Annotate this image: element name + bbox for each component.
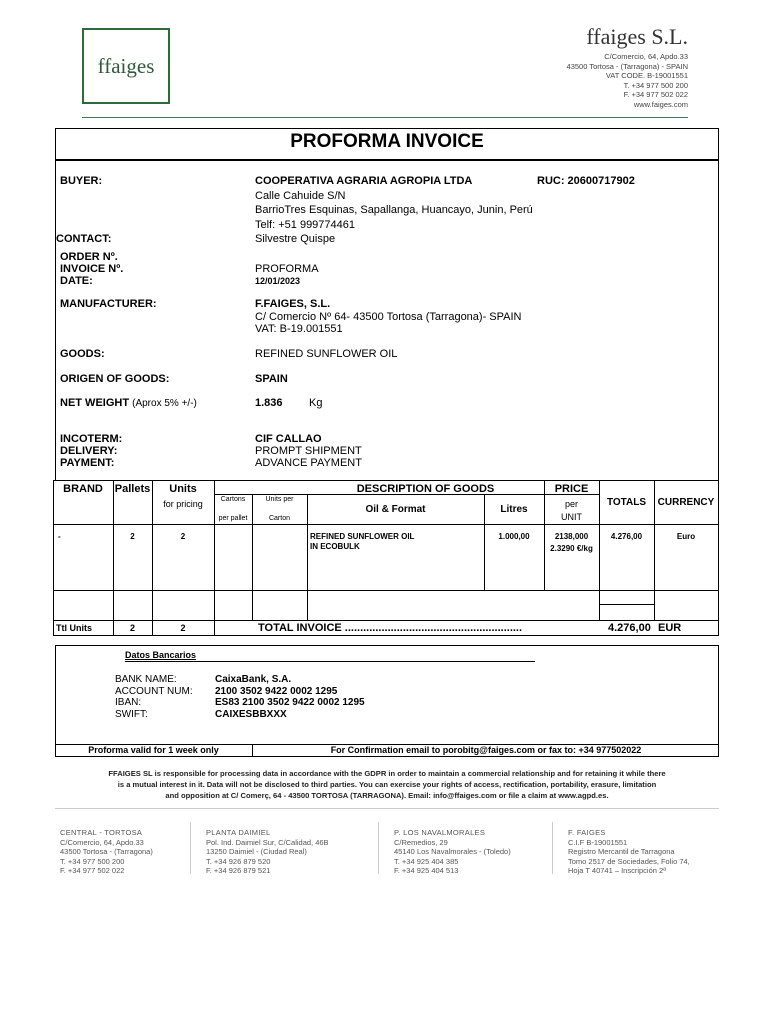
total-units-label: Ttl Units <box>56 623 92 633</box>
total-invoice-currency: EUR <box>658 622 682 634</box>
header-litres: Litres <box>500 504 528 515</box>
net-weight-note: (Aprox 5% +/-) <box>132 398 197 409</box>
footer-line: Pol. Ind. Daimiel Sur, C/Calidad, 46B <box>206 837 329 847</box>
footer-line: T. +34 925 404 385 <box>394 856 459 866</box>
footer-separator <box>552 822 553 874</box>
footer-registry <box>568 828 690 876</box>
header-oil-format: Oil & Format <box>365 504 426 515</box>
footer-line: T. +34 977 500 200 <box>60 856 125 866</box>
buyer-ruc: RUC: 20600717902 <box>537 175 635 187</box>
header-totals: TOTALS <box>606 497 647 508</box>
footer-divider <box>55 808 719 809</box>
account-label: ACCOUNT NUM: <box>115 686 193 697</box>
header-units-per: Units per <box>265 496 294 503</box>
origin-value: SPAIN <box>255 373 288 385</box>
footer-separator <box>378 822 379 874</box>
address-line: 43500 Tortosa - (Tarragona) - SPAIN <box>566 61 688 71</box>
header-price-per: per <box>564 499 578 509</box>
row-brand: - <box>58 532 61 541</box>
address-line: www.faiges.com <box>633 99 688 109</box>
footer-title: CENTRAL - TORTOSA <box>60 828 143 837</box>
header-brand: BRAND <box>63 483 103 495</box>
footer-line: Hoja T 40741 – Inscripción 2ª <box>568 866 666 875</box>
footer-navalmorales <box>394 828 511 876</box>
confirmation-note: For Confirmation email to porobitg@faiges.com or fax to: +34 977502022 <box>330 745 642 755</box>
swift-value: CAIXESBBXXX <box>215 709 287 720</box>
net-weight-unit: Kg <box>309 397 323 409</box>
footer-separator <box>190 822 191 874</box>
buyer-label: BUYER: <box>60 175 103 187</box>
header-cartons-per-pallet: per pallet <box>218 515 248 522</box>
origin-label: ORIGEN OF GOODS: <box>60 373 170 385</box>
header-units-for-pricing: for pricing <box>163 499 203 509</box>
net-weight-row <box>60 396 197 411</box>
table-line <box>113 480 114 636</box>
table-line <box>718 480 719 636</box>
validity-note: Proforma valid for 1 week only <box>88 745 219 755</box>
buyer-address-1: Calle Cahuide S/N <box>255 190 346 202</box>
net-weight-label: NET WEIGHT <box>60 397 130 409</box>
buyer-address-2: BarrioTres Esquinas, Sapallanga, Huancayo, Junin, Perú <box>255 204 533 216</box>
gdpr-notice <box>60 768 714 801</box>
footer-line: F. +34 926 879 521 <box>206 866 271 875</box>
row-description-2: IN ECOBULK <box>310 542 360 551</box>
row-litres: 1.000,00 <box>498 532 530 541</box>
order-label: ORDER Nº. <box>60 251 118 263</box>
footer-line: Registro Mercantil de Tarragona <box>568 847 675 856</box>
invoice-label: INVOICE Nº. <box>60 263 124 275</box>
footer-line: 43500 Tortosa - (Tarragona) <box>60 847 153 856</box>
gdpr-line: and opposition at C/ Comerç, 64 - 43500 TORTOSA (TARRAGONA). Email: info@ffaiges.com or file a claim at www.agpd.es. <box>165 791 609 800</box>
table-line <box>599 604 654 605</box>
address-line: VAT CODE. B-19001551 <box>605 71 688 80</box>
footer-line: F. +34 977 502 022 <box>60 866 125 875</box>
row-units: 2 <box>180 532 186 541</box>
manufacturer-label: MANUFACTURER: <box>60 298 157 310</box>
gdpr-line: is a mutual interest in it. Data will not be disclosed to third parties. You can exercise your rights of access, rectification, portability, erasure, limitation <box>117 780 657 789</box>
row-description-1: REFINED SUNFLOWER OIL <box>310 532 415 541</box>
header-pallets: Pallets <box>114 483 151 495</box>
footer-title: F. FAIGES <box>568 828 606 837</box>
header-currency: CURRENCY <box>657 497 715 508</box>
row-pallets: 2 <box>130 532 135 541</box>
buyer-name: COOPERATIVA AGRARIA AGROPIA LTDA <box>255 175 473 187</box>
brand-name: ffaiges S.L. <box>586 24 688 49</box>
date-label: DATE: <box>60 275 93 287</box>
table-line <box>252 494 253 620</box>
header-description: DESCRIPTION OF GOODS <box>356 483 495 495</box>
table-line <box>214 480 215 636</box>
document-title: PROFORMA INVOICE <box>290 131 484 152</box>
invoice-value: PROFORMA <box>255 263 319 275</box>
header-price: PRICE <box>554 483 589 495</box>
footer-line: 45140 Los Navalmorales - (Toledo) <box>394 847 511 856</box>
footer-title: P. LOS NAVALMORALES <box>394 828 486 837</box>
footer-line: Tomo 2517 de Sociedades, Folio 74, <box>568 856 690 866</box>
table-line <box>53 480 54 636</box>
total-invoice-value: 4.276,00 <box>608 622 651 634</box>
incoterm-label: INCOTERM: <box>60 433 123 445</box>
footer-line: C.I.F B-19001551 <box>568 837 628 847</box>
total-invoice-label: TOTAL INVOICE .......................................................... <box>258 622 523 634</box>
company-logo <box>82 28 170 104</box>
footer-line: 13250 Daimiel - (Ciudad Real) <box>206 847 307 856</box>
delivery-value: PROMPT SHIPMENT <box>255 445 362 457</box>
incoterm-value: CIF CALLAO <box>255 433 322 445</box>
footer-line: T. +34 926 879 520 <box>206 856 271 866</box>
footer-line: F. +34 925 404 513 <box>394 866 459 875</box>
header-price-unit: UNIT <box>561 512 582 522</box>
iban-label: IBAN: <box>115 697 142 708</box>
date-value: 12/01/2023 <box>255 276 301 286</box>
contact-value: Silvestre Quispe <box>255 233 336 245</box>
manufacturer-vat: VAT: B-19.001551 <box>255 323 343 335</box>
goods-table <box>53 480 719 636</box>
bank-title-underline <box>125 661 535 662</box>
row-total: 4.276,00 <box>610 532 643 541</box>
iban-value: ES83 2100 3502 9422 0002 1295 <box>215 697 365 708</box>
bank-name-label: BANK NAME: <box>115 674 177 685</box>
header-cartons: Cartons <box>220 496 246 503</box>
manufacturer-address: C/ Comercio Nº 64- 43500 Tortosa (Tarragona)- SPAIN <box>255 311 522 323</box>
payment-value: ADVANCE PAYMENT <box>255 457 362 469</box>
manufacturer-name: F.FAIGES, S.L. <box>255 298 331 310</box>
row-price-per-kg: 2.3290 €/kg <box>550 544 593 553</box>
row-currency: Euro <box>676 532 696 541</box>
gdpr-line: FFAIGES SL is responsible for processing data in accordance with the GDPR in order to maintain a commercial relationship and for retaining it while there <box>108 769 666 778</box>
total-units: 2 <box>180 623 186 633</box>
footer-daimiel <box>206 828 329 876</box>
header-units: Units <box>169 483 197 495</box>
delivery-label: DELIVERY: <box>60 445 118 457</box>
address-line: T. +34 977 500 200 <box>623 80 688 90</box>
swift-label: SWIFT: <box>115 709 148 720</box>
footer-central <box>60 828 153 876</box>
address-line: C/Comercio, 64, Apdo.33 <box>604 52 688 61</box>
footer-line: C/Remedios, 29 <box>394 837 448 847</box>
header-divider <box>82 117 688 118</box>
row-price: 2138,000 <box>554 532 589 541</box>
logo-text: ffaiges <box>97 53 155 78</box>
net-weight-value: 1.836 <box>255 397 283 409</box>
goods-value: REFINED SUNFLOWER OIL <box>255 348 398 360</box>
address-line: F. +34 977 502 022 <box>623 90 688 99</box>
header-units-per-carton: Carton <box>268 515 290 522</box>
bank-name-value: CaixaBank, S.A. <box>215 674 292 685</box>
total-pallets: 2 <box>129 623 135 633</box>
footer-title: PLANTA DAIMIEL <box>206 828 271 837</box>
footer-line: C/Comercio, 64, Apdo.33 <box>60 837 144 847</box>
bank-title: Datos Bancarios <box>125 650 197 660</box>
company-address <box>567 52 688 109</box>
goods-label: GOODS: <box>60 348 105 360</box>
account-value: 2100 3502 9422 0002 1295 <box>215 686 338 697</box>
contact-label: CONTACT: <box>56 233 112 245</box>
title-divider <box>55 159 719 161</box>
buyer-tel: Telf: +51 999774461 <box>255 219 356 231</box>
payment-label: PAYMENT: <box>60 457 115 469</box>
